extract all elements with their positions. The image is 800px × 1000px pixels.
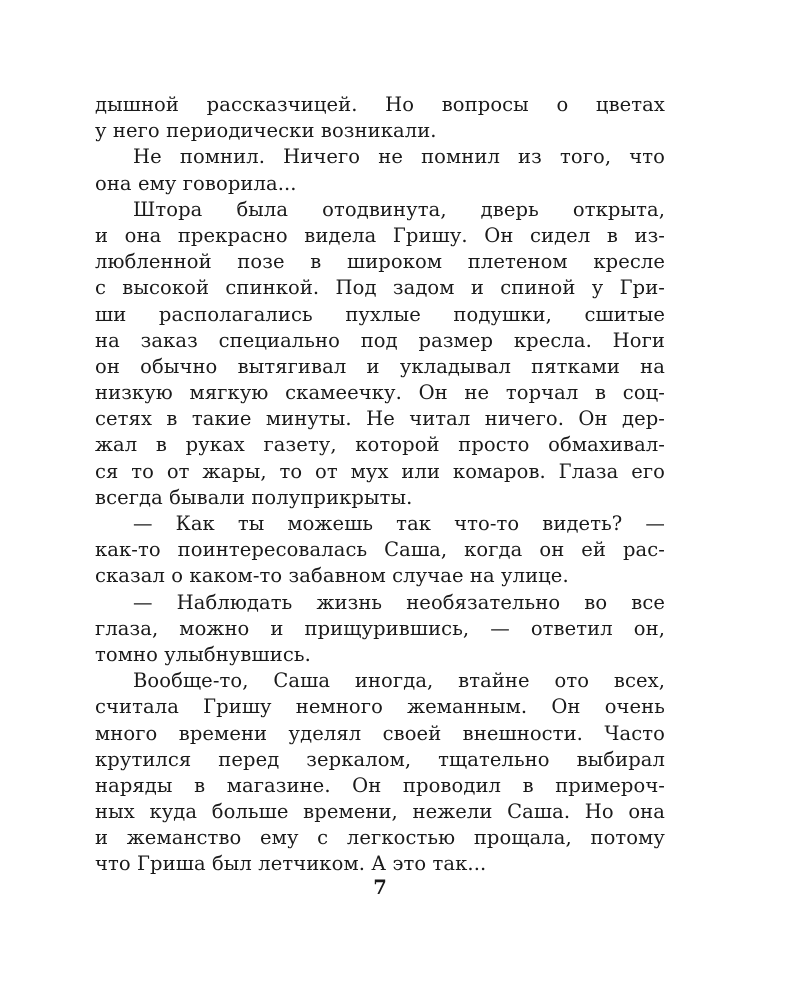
- text-line: Вообще-то, Саша иногда, втайне ото всех,: [133, 669, 665, 693]
- text-line: что Гриша был летчиком. А это так...: [95, 852, 487, 876]
- text-line: Не помнил. Ничего не помнил из того, что: [133, 145, 665, 169]
- text-line: у него периодически возникали.: [95, 119, 437, 143]
- text-line: много времени уделял своей внешности. Часто: [95, 721, 665, 745]
- text-line: томно улыбнувшись.: [95, 642, 311, 666]
- text-line: как-то поинтересовалась Саша, когда он ей рас-: [95, 538, 665, 562]
- text-line: с высокой спинкой. Под задом и спиной у Гри-: [95, 276, 665, 300]
- text-line: любленной позе в широком плетеном кресле: [95, 250, 665, 274]
- text-line: и жеманство ему с легкостью прощала, потому: [95, 826, 665, 850]
- text-line: крутился перед зеркалом, тщательно выбирал: [95, 747, 665, 771]
- text-line: — Наблюдать жизнь необязательно во все: [133, 590, 665, 614]
- book-page-text: [95, 92, 665, 878]
- text-line: она ему говорила...: [95, 171, 297, 195]
- text-line: всегда бывали полуприкрыты.: [95, 485, 413, 509]
- text-line: ся то от жары, то от мух или комаров. Глаза его: [95, 459, 665, 483]
- text-line: и она прекрасно видела Гришу. Он сидел в из-: [95, 223, 665, 247]
- text-line: глаза, можно и прищурившись, — ответил он,: [95, 616, 665, 640]
- text-line: жал в руках газету, которой просто обмахивал-: [95, 433, 665, 457]
- text-line: ши располагались пухлые подушки, сшитые: [95, 302, 665, 326]
- text-line: Штора была отодвинута, дверь открыта,: [133, 197, 665, 221]
- page-number: 7: [373, 876, 387, 899]
- text-line: ных куда больше времени, нежели Саша. Но она: [95, 800, 665, 824]
- text-line: сетях в такие минуты. Не читал ничего. Он дер-: [95, 407, 665, 431]
- text-line: на заказ специально под размер кресла. Ноги: [95, 328, 665, 352]
- text-line: — Как ты можешь так что-то видеть? —: [133, 512, 665, 535]
- text-line: сказал о каком-то забавном случае на улице.: [95, 564, 569, 588]
- text-line: наряды в магазине. Он проводил в примероч-: [95, 773, 665, 797]
- text-line: он обычно вытягивал и укладывал пятками на: [95, 354, 665, 378]
- text-line: считала Гришу немного жеманным. Он очень: [95, 695, 665, 719]
- text-line: дышной рассказчицей. Но вопросы о цветах: [95, 93, 665, 116]
- text-line: низкую мягкую скамеечку. Он не торчал в соц-: [95, 381, 665, 405]
